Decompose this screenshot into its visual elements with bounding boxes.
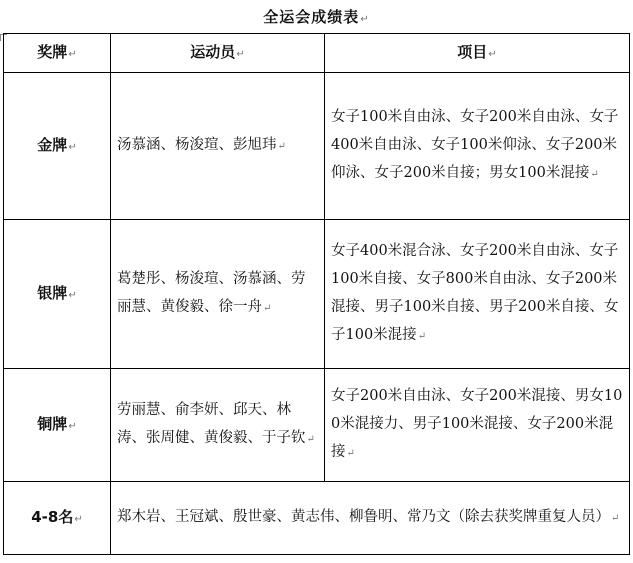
athletes-cell bbox=[111, 73, 325, 220]
athletes-text: 汤慕涵、杨浚瑄、彭旭玮 bbox=[117, 137, 277, 153]
paragraph-mark: ↵ bbox=[68, 48, 77, 60]
table-row-gold bbox=[4, 73, 630, 220]
events-cell bbox=[325, 73, 630, 220]
medal-text: 金牌 bbox=[37, 135, 68, 154]
medal-cell bbox=[4, 482, 111, 555]
paragraph-mark: ↵ bbox=[360, 14, 370, 25]
paragraph-mark: ↵ bbox=[306, 434, 315, 445]
header-athletes bbox=[111, 34, 325, 73]
paragraph-mark: ↵ bbox=[68, 420, 77, 432]
paragraph-mark: ↵ bbox=[417, 331, 427, 342]
athletes-cell bbox=[111, 369, 325, 482]
paragraph-mark: ↵ bbox=[68, 289, 77, 301]
table-row-bronze bbox=[4, 369, 630, 482]
athletes-text: 劳丽慧、俞李妍、邱天、林涛、张周健、黄俊毅、于子钦 bbox=[117, 402, 306, 446]
header-medal-text: 奖牌 bbox=[37, 42, 68, 61]
events-text: 女子100米自由泳、女子200米自由泳、女子400米自由泳、女子100米仰泳、女子200米仰泳、女子200米自接；男女100米混接 bbox=[331, 109, 619, 181]
paragraph-mark: ↵ bbox=[263, 303, 272, 314]
results-table bbox=[3, 33, 630, 555]
paragraph-mark: ↵ bbox=[590, 169, 599, 180]
header-events-text: 项目 bbox=[457, 42, 488, 61]
athletes-cell bbox=[111, 220, 325, 369]
paragraph-mark: ↵ bbox=[611, 513, 620, 524]
events-text: 女子400米混合泳、女子200米自由泳、女子100米自接、女子800米自由泳、女子200米混接、男子100米自接、男子200米自接、女子100米混接 bbox=[331, 243, 619, 343]
paragraph-mark: ↵ bbox=[488, 48, 497, 60]
medal-cell bbox=[4, 369, 111, 482]
paragraph-mark: ↵ bbox=[236, 48, 245, 60]
medal-text: 银牌 bbox=[37, 283, 68, 302]
paragraph-mark: ↵ bbox=[74, 513, 83, 525]
medal-cell bbox=[4, 220, 111, 369]
medal-text: 4-8名 bbox=[31, 507, 74, 526]
events-text: 女子200米自由泳、女子200米混接、男女100米混接力、男子100米混接、女子200米混接 bbox=[331, 388, 623, 460]
header-events bbox=[325, 34, 630, 73]
table-header-row bbox=[4, 34, 630, 73]
paragraph-mark: ↵ bbox=[68, 141, 77, 153]
header-athletes-text: 运动员 bbox=[190, 42, 236, 61]
table-row-top8 bbox=[4, 482, 630, 555]
table-row-silver bbox=[4, 220, 630, 369]
medal-text: 铜牌 bbox=[37, 414, 68, 433]
medal-cell bbox=[4, 73, 111, 220]
top8-detail-cell bbox=[111, 482, 630, 555]
events-cell bbox=[325, 220, 630, 369]
header-medal bbox=[4, 34, 111, 73]
athletes-text: 葛楚彤、杨浚瑄、汤慕涵、劳丽慧、黄俊毅、徐一舟 bbox=[117, 271, 306, 315]
paragraph-mark: ↵ bbox=[346, 448, 355, 459]
title-text: 全运会成绩表 bbox=[263, 8, 360, 26]
events-cell bbox=[325, 369, 630, 482]
document-title bbox=[0, 6, 633, 27]
paragraph-mark: ↵ bbox=[277, 141, 286, 152]
top8-detail-text: 郑木岩、王冠斌、殷世豪、黄志伟、柳鲁明、常乃文（除去获奖牌重复人员） bbox=[117, 509, 610, 525]
